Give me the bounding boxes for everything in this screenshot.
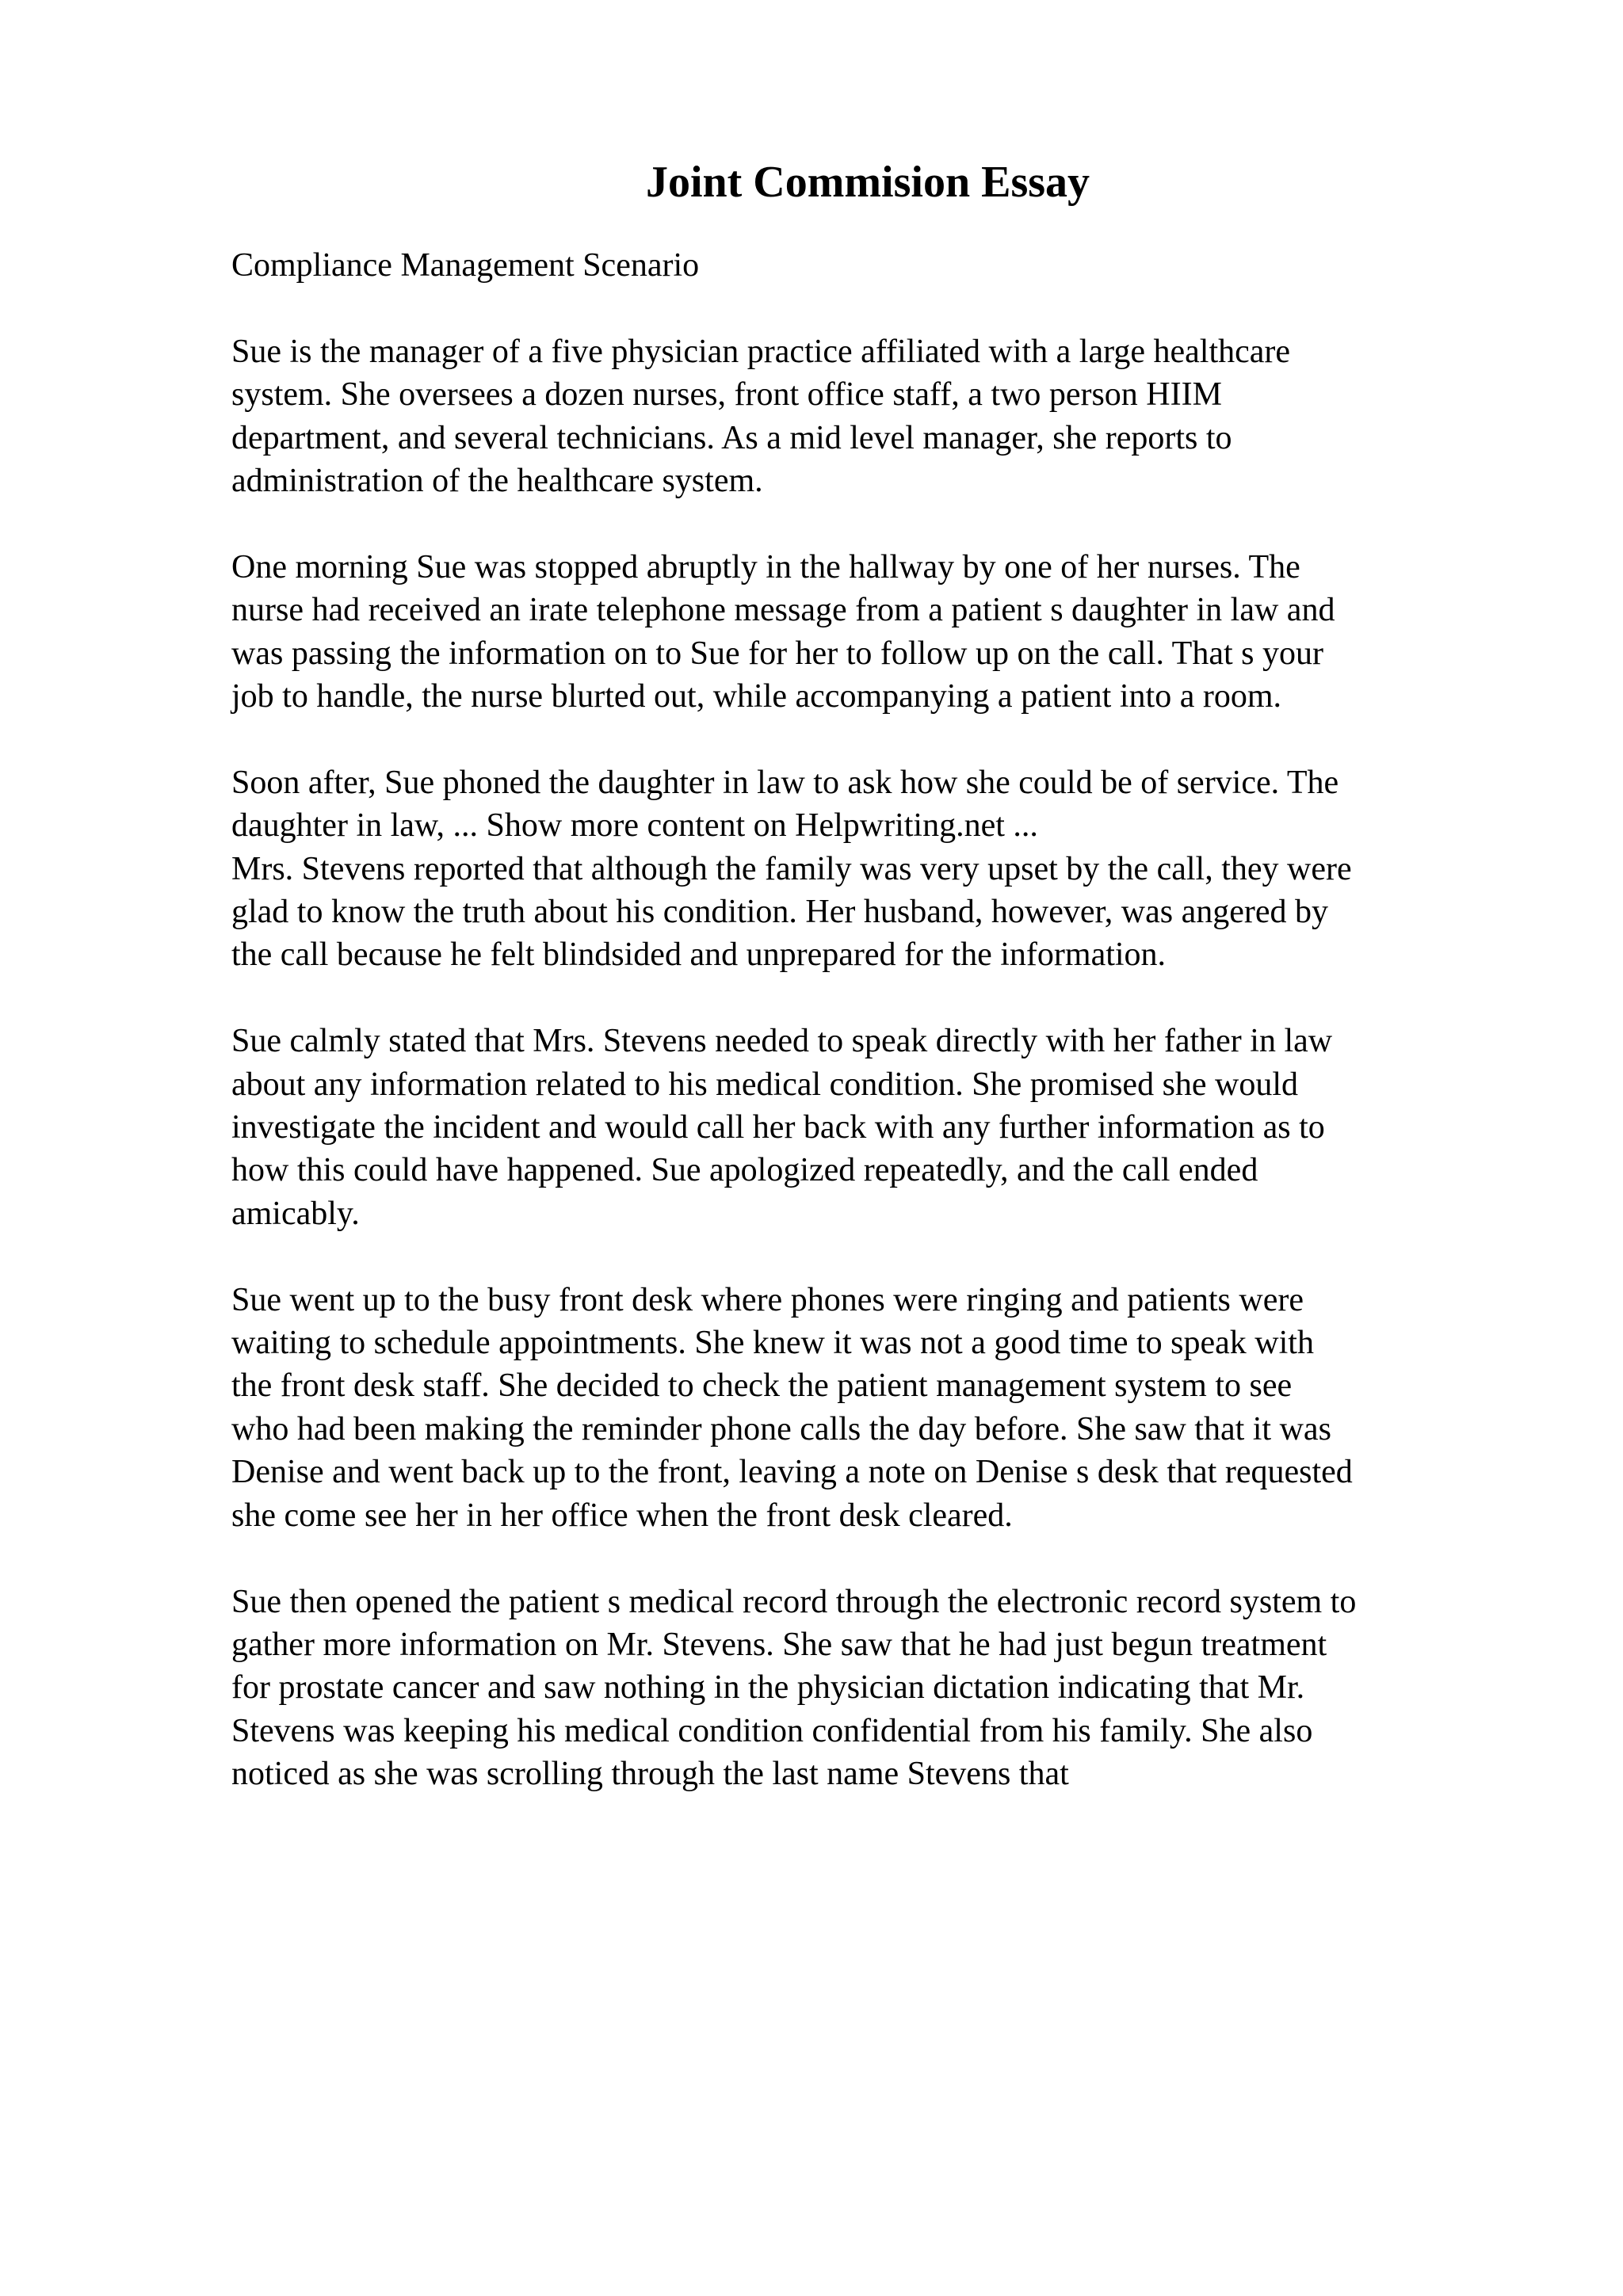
paragraph-line: about any information related to his medical condition. She promised she would: [231, 1066, 1299, 1103]
paragraph-line: amicably.: [231, 1195, 360, 1232]
paragraph-line: daughter in law, ... Show more content on Helpwriting.net ...: [231, 807, 1038, 845]
paragraph-line: investigate the incident and would call her back with any further information as to: [231, 1109, 1325, 1146]
paragraph-line: who had been making the reminder phone calls the day before. She saw that it was: [231, 1410, 1331, 1447]
paragraph-line: Stevens was keeping his medical condition confidential from his family. She also: [231, 1712, 1313, 1749]
paragraph: [231, 330, 1515, 503]
paragraph: [231, 761, 1515, 848]
paragraph-line: Sue then opened the patient s medical record through the electronic record system to: [231, 1583, 1357, 1620]
paragraph-line: how this could have happened. Sue apologized repeatedly, and the call ended: [231, 1152, 1258, 1189]
paragraph-line: the front desk staff. She decided to check the patient management system to see: [231, 1367, 1293, 1405]
paragraph-line: Denise and went back up to the front, leaving a note on Denise s desk that requested: [231, 1454, 1353, 1491]
document-title: Joint Commision Essay: [645, 158, 1090, 207]
paragraph-list: [231, 330, 1515, 1796]
paragraph-line: Sue calmly stated that Mrs. Stevens needed to speak directly with her father in law: [231, 1023, 1333, 1060]
paragraph-line: for prostate cancer and saw nothing in the physician dictation indicating that Mr.: [231, 1669, 1305, 1707]
paragraph-line: Mrs. Stevens reported that although the family was very upset by the call, they were: [231, 850, 1352, 887]
paragraph-line: gather more information on Mr. Stevens. She saw that he had just begun treatment: [231, 1626, 1327, 1663]
paragraph-line: system. She oversees a dozen nurses, front office staff, a two person HIIM: [231, 376, 1222, 414]
document-subtitle: Compliance Management Scenario: [231, 247, 700, 284]
paragraph-line: was passing the information on to Sue for her to follow up on the call. That s your: [231, 635, 1323, 672]
paragraph-line: One morning Sue was stopped abruptly in the hallway by one of her nurses. The: [231, 548, 1300, 585]
paragraph: [231, 1279, 1515, 1537]
document-body: [231, 244, 1515, 1839]
paragraph: [231, 848, 1515, 977]
paragraph: [231, 546, 1515, 719]
paragraph-line: job to handle, the nurse blurted out, while accompanying a patient into a room.: [231, 678, 1281, 715]
paragraph-line: Sue went up to the busy front desk where phones were ringing and patients were: [231, 1281, 1304, 1318]
paragraph-line: noticed as she was scrolling through the last name Stevens that: [231, 1756, 1069, 1793]
paragraph-line: glad to know the truth about his condition. Her husband, however, was angered by: [231, 894, 1329, 931]
paragraph-line: Sue is the manager of a five physician practice affiliated with a large healthcare: [231, 333, 1291, 370]
paragraph-line: the call because he felt blindsided and unprepared for the information.: [231, 936, 1167, 974]
paragraph-line: waiting to schedule appointments. She knew it was not a good time to speak with: [231, 1325, 1314, 1362]
paragraph-line: Soon after, Sue phoned the daughter in law to ask how she could be of service. The: [231, 764, 1339, 801]
paragraph: [231, 1581, 1515, 1796]
paragraph-line: department, and several technicians. As a mid level manager, she reports to: [231, 419, 1232, 456]
paragraph: [231, 1020, 1515, 1235]
paragraph-line: she come see her in her office when the front desk cleared.: [231, 1497, 1013, 1534]
paragraph-line: administration of the healthcare system.: [231, 463, 763, 500]
paragraph-line: nurse had received an irate telephone message from a patient s daughter in law and: [231, 592, 1335, 629]
